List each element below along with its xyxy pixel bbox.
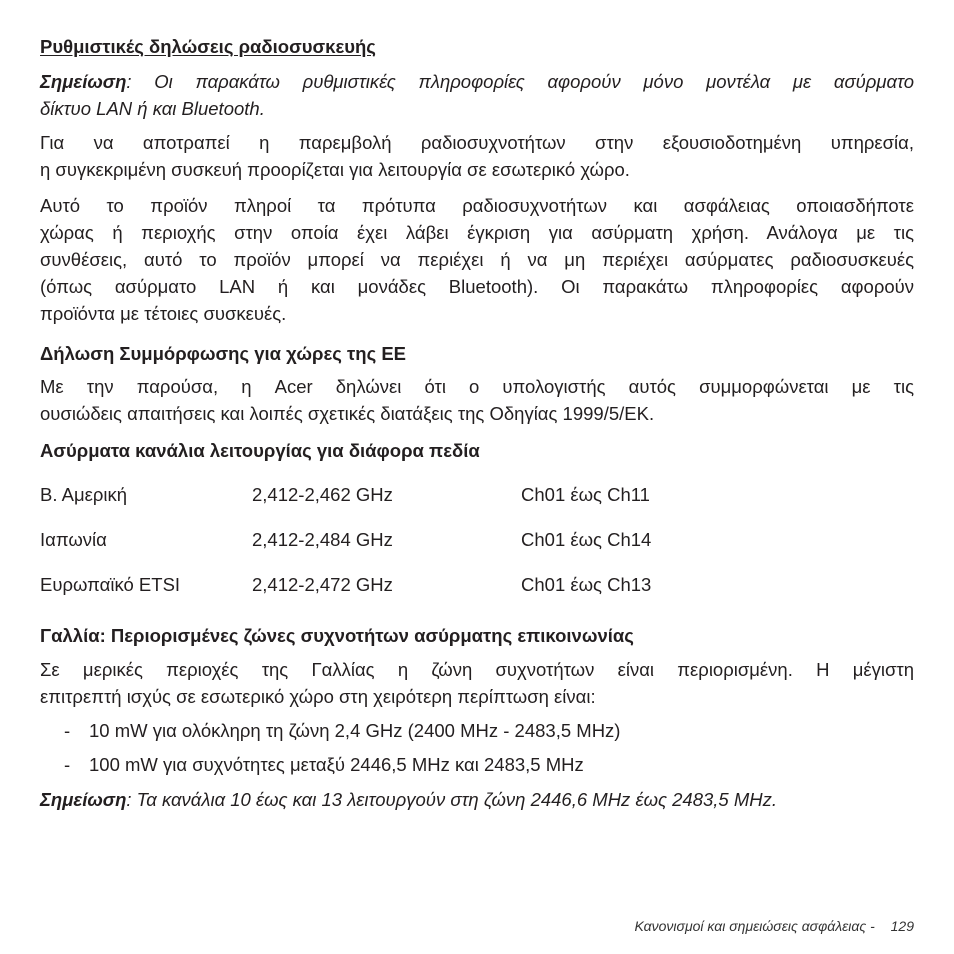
footer-text: Κανονισμοί και σημειώσεις ασφάλειας -: [634, 918, 875, 934]
region-cell: Ευρωπαϊκό ETSI: [40, 574, 181, 595]
channels-cell: Ch01 έως Ch11: [521, 484, 650, 505]
note-wireless-models: [40, 68, 914, 122]
section-title-radio-regulatory: Ρυθμιστικές δηλώσεις ραδιοσυσκευής: [40, 36, 376, 57]
page-number: 129: [890, 918, 914, 934]
note-text: : Οι παρακάτω ρυθμιστικές πληροφορίες αφορούν μόνο μοντέλα με ασύρματο: [126, 71, 914, 92]
region-cell: Ιαπωνία: [40, 529, 107, 550]
paragraph-line: Σε μερικές περιοχές της Γαλλίας η ζώνη συχνοτήτων είναι περιορισμένη. Η μέγιστη: [40, 659, 914, 680]
note-line: δίκτυο LAN ή και Bluetooth.: [40, 98, 265, 119]
paragraph-line: επιτρεπτή ισχύς σε εσωτερικό χώρο στη χειρότερη περίπτωση είναι:: [40, 686, 596, 707]
section-title-eu-compliance: Δήλωση Συμμόρφωσης για χώρες της ΕΕ: [40, 343, 407, 364]
note-channels: [40, 789, 777, 811]
page-footer: [634, 918, 914, 934]
section-title-france-restrictions: Γαλλία: Περιορισμένες ζώνες συχνοτήτων ασύρματης επικοινωνίας: [40, 625, 634, 646]
frequency-cell: 2,412-2,462 GHz: [252, 484, 393, 505]
list-item-text: 100 mW για συχνότητες μεταξύ 2446,5 MHz και 2483,5 MHz: [89, 754, 584, 775]
bullet-marker: -: [64, 720, 71, 741]
region-cell: Β. Αμερική: [40, 484, 128, 505]
paragraph-line: Με την παρούσα, η Acer δηλώνει ότι ο υπολογιστής αυτός συμμορφώνεται με τις: [40, 376, 914, 397]
paragraph-line: ουσιώδεις απαιτήσεις και λοιπές σχετικές διατάξεις της Οδηγίας 1999/5/ΕΚ.: [40, 403, 655, 424]
note-label: Σημείωση: [40, 789, 127, 810]
paragraph-line: συνθέσεις, αυτό το προϊόν μπορεί να περιέχει ή να μη περιέχει ασύρματες ραδιοσυσκευές: [40, 249, 914, 270]
channels-cell: Ch01 έως Ch14: [521, 529, 652, 550]
paragraph-eu-declaration: [40, 373, 914, 427]
paragraph-line: προϊόντα με τέτοιες συσκευές.: [40, 303, 287, 324]
paragraph-interference: [40, 129, 914, 183]
paragraph-line: Για να αποτραπεί η παρεμβολή ραδιοσυχνοτήτων στην εξουσιοδοτημένη υπηρεσία,: [40, 132, 914, 153]
section-title-wireless-channels: Ασύρματα κανάλια λειτουργίας για διάφορα πεδία: [40, 440, 480, 461]
frequency-cell: 2,412-2,472 GHz: [252, 574, 393, 595]
bullet-marker: -: [64, 754, 71, 775]
paragraph-line: χώρας ή περιοχής στην οποία έχει λάβει έγκριση για ασύρματη χρήση. Ανάλογα με τις: [40, 222, 914, 243]
channels-cell: Ch01 έως Ch13: [521, 574, 652, 595]
note-text: : Τα κανάλια 10 έως και 13 λειτουργούν στη ζώνη 2446,6 MHz έως 2483,5 MHz.: [126, 789, 778, 810]
paragraph-line: Αυτό το προϊόν πληροί τα πρότυπα ραδιοσυχνοτήτων και ασφάλειας οποιασδήποτε: [40, 195, 914, 216]
frequency-cell: 2,412-2,484 GHz: [252, 529, 393, 550]
paragraph-line: η συγκεκριμένη συσκευή προορίζεται για λειτουργία σε εσωτερικό χώρο.: [40, 159, 630, 180]
paragraph-line: (όπως ασύρματο LAN ή και μονάδες Bluetooth). Οι παρακάτω πληροφορίες αφορούν: [40, 276, 914, 297]
note-line: [40, 68, 914, 95]
list-item-text: 10 mW για ολόκληρη τη ζώνη 2,4 GHz (2400 MHz - 2483,5 MHz): [89, 720, 621, 741]
paragraph-france: [40, 656, 914, 710]
paragraph-standards: [40, 192, 914, 327]
note-label: Σημείωση: [40, 71, 127, 92]
